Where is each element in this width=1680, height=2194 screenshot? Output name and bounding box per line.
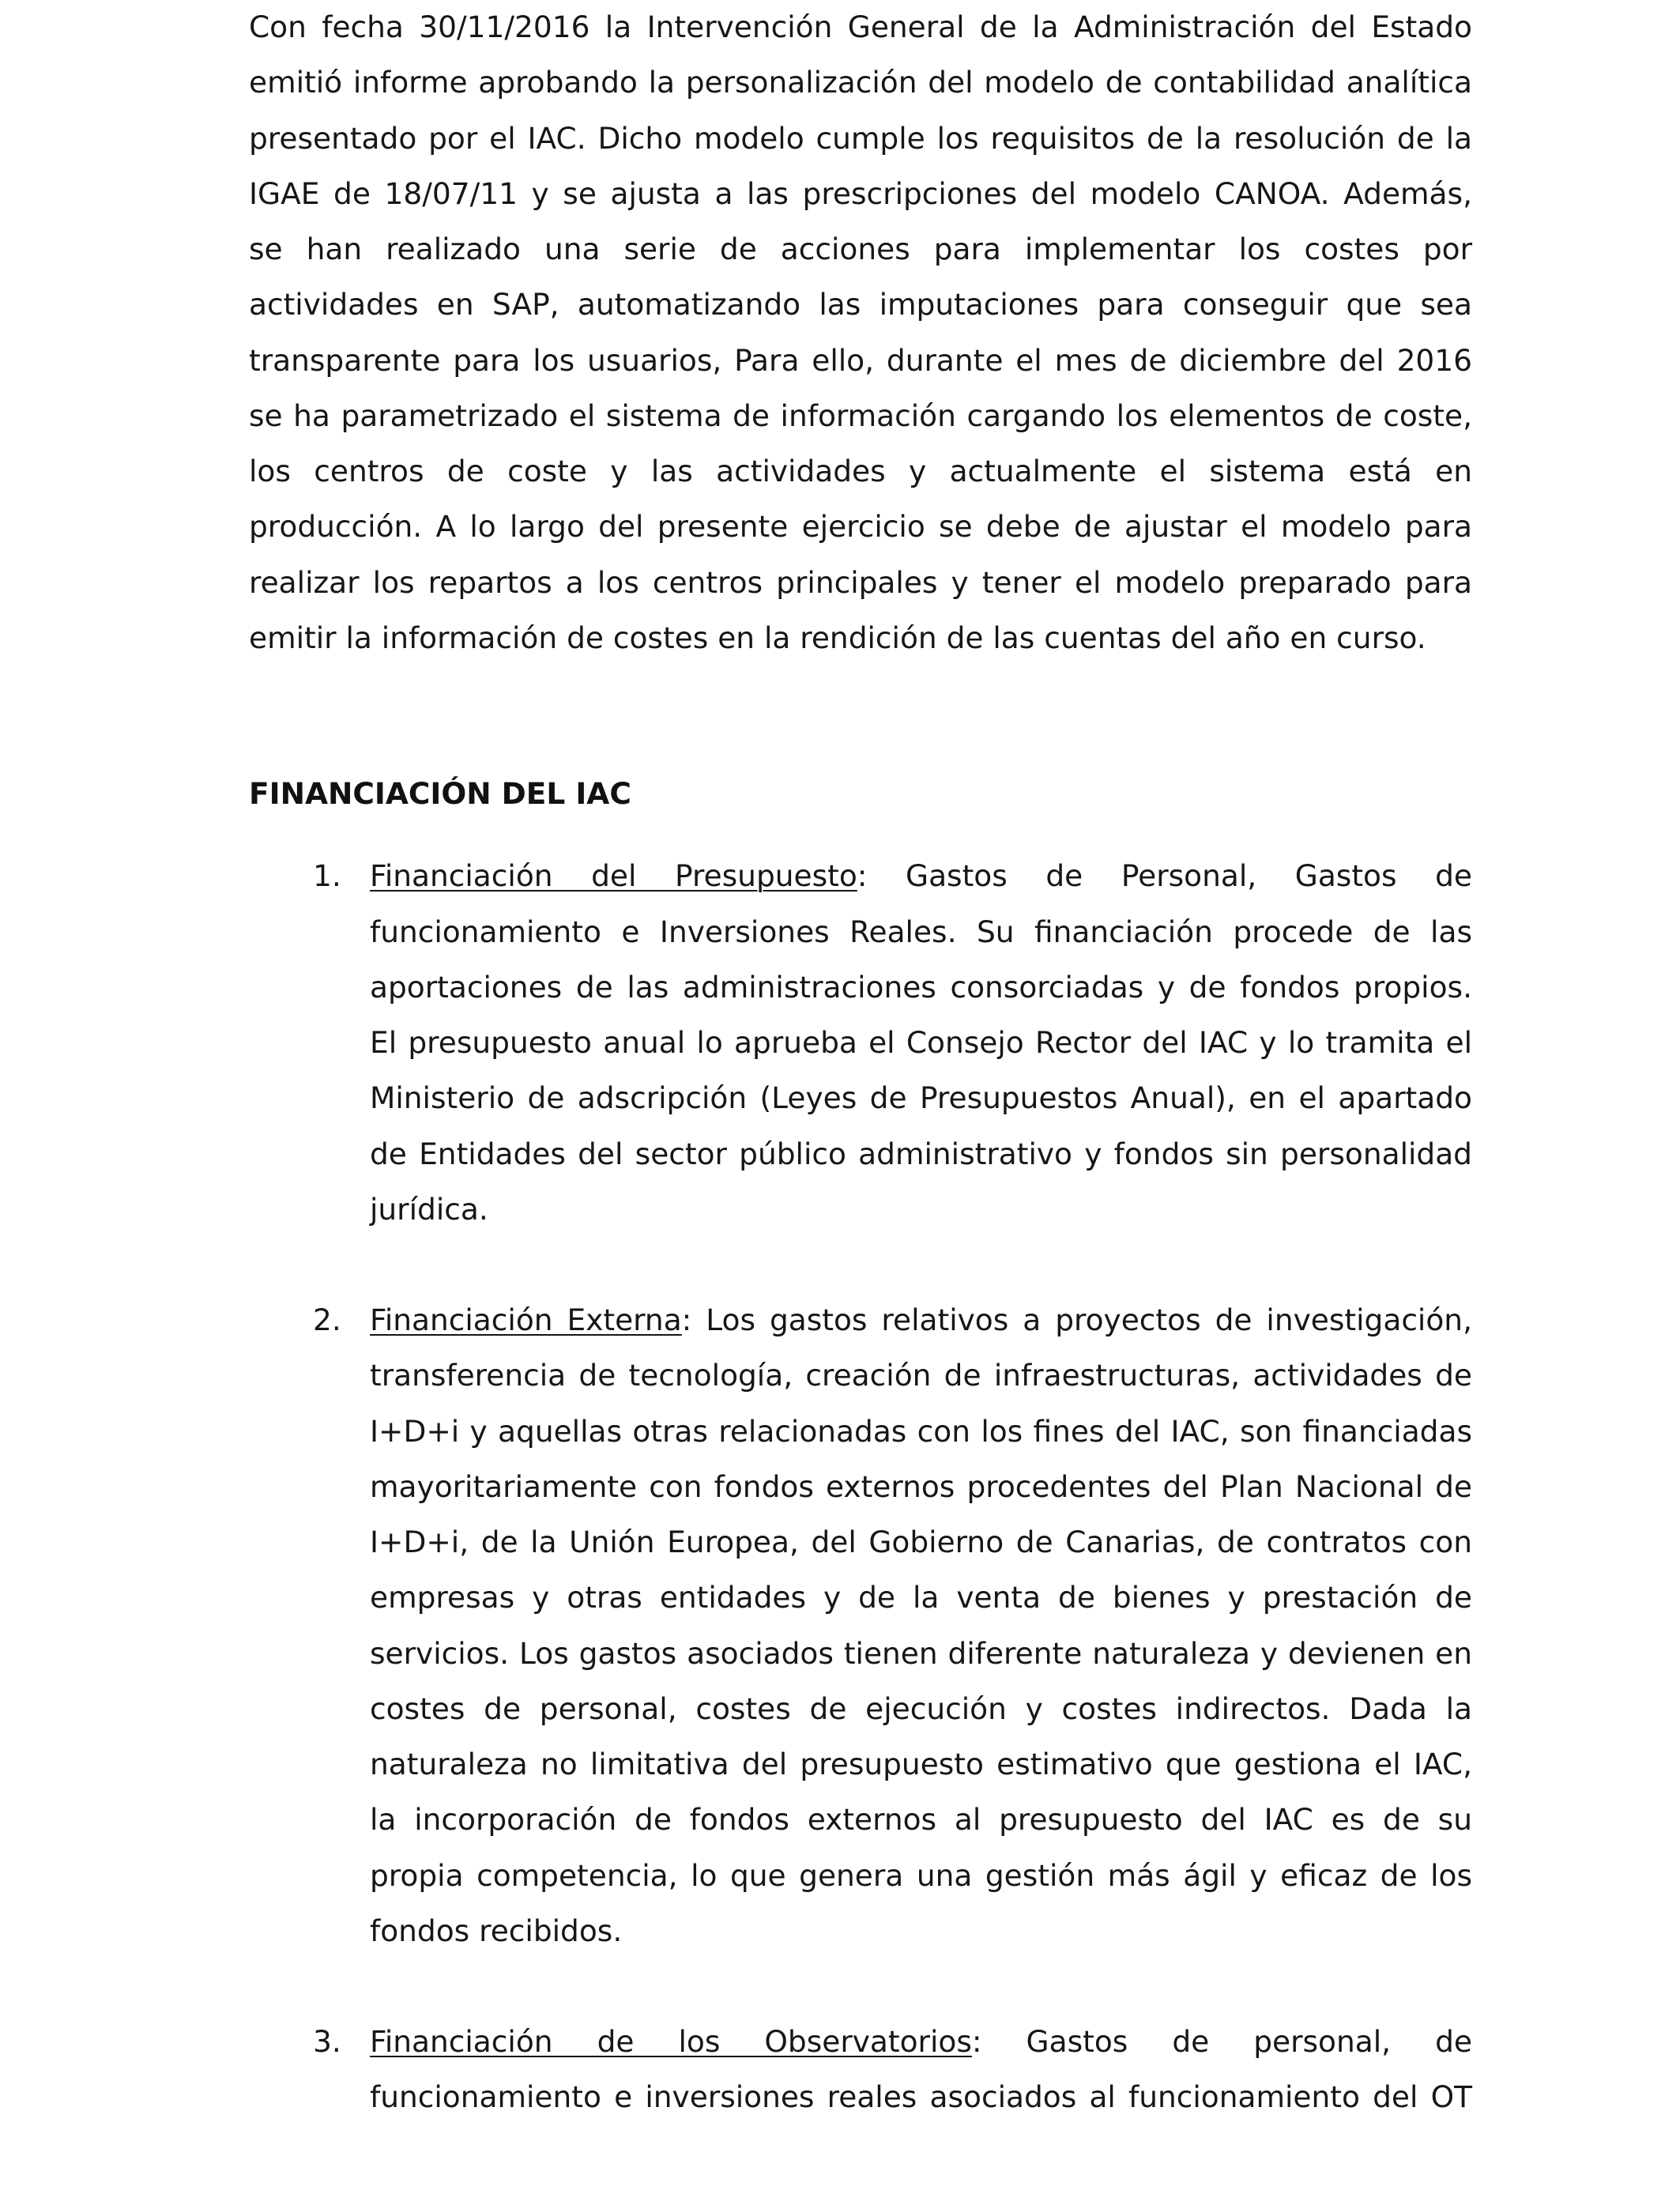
list-number: 1. xyxy=(313,858,341,893)
list-line: aportaciones de las administraciones consorciadas y de fondos propios. xyxy=(370,970,1472,1005)
intro-line: Con fecha 30/11/2016 la Intervención General de la Administración del Estado xyxy=(249,9,1472,44)
list-title: Financiación del Presupuesto xyxy=(370,858,857,893)
list-line: I+D+i, de la Unión Europea, del Gobierno de Canarias, de contratos con xyxy=(370,1525,1472,1559)
intro-line: emitir la información de costes en la rendición de las cuentas del año en curso. xyxy=(249,620,1426,655)
list-line: servicios. Los gastos asociados tienen diferente naturaleza y devienen en xyxy=(370,1636,1472,1671)
intro-line: presentado por el IAC. Dicho modelo cumple los requisitos de la resolución de la xyxy=(249,121,1472,156)
list-line: de Entidades del sector público administrativo y fondos sin personalidad xyxy=(370,1137,1472,1171)
intro-line: producción. A lo largo del presente ejercicio se debe de ajustar el modelo para xyxy=(249,509,1472,544)
list-line: fondos recibidos. xyxy=(370,1913,623,1948)
list-line: empresas y otras entidades y de la venta de bienes y prestación de xyxy=(370,1580,1472,1615)
list-line: Ministerio de adscripción (Leyes de Presupuestos Anual), en el apartado xyxy=(370,1080,1472,1115)
list-first-line xyxy=(370,2022,1472,2060)
list-line: la incorporación de fondos externos al presupuesto del IAC es de su xyxy=(370,1802,1472,1837)
list-first-line xyxy=(370,1301,1472,1339)
list-line: naturaleza no limitativa del presupuesto estimativo que gestiona el IAC, xyxy=(370,1747,1472,1781)
list-number: 2. xyxy=(313,1302,341,1337)
intro-line: transparente para los usuarios, Para ello, durante el mes de diciembre del 2016 xyxy=(249,343,1472,378)
intro-line: realizar los repartos a los centros principales y tener el modelo preparado para xyxy=(249,565,1472,600)
list-number: 3. xyxy=(313,2024,341,2059)
list-title: Financiación Externa xyxy=(370,1302,682,1337)
list-title: Financiación de los Observatorios xyxy=(370,2024,972,2059)
intro-line: los centros de coste y las actividades y actualmente el sistema está en xyxy=(249,454,1472,488)
list-line: funcionamiento e inversiones reales asociados al funcionamiento del OT xyxy=(370,2079,1472,2114)
intro-line: IGAE de 18/07/11 y se ajusta a las prescripciones del modelo CANOA. Además, xyxy=(249,176,1472,211)
list-line: jurídica. xyxy=(370,1192,488,1227)
intro-line: actividades en SAP, automatizando las imputaciones para conseguir que sea xyxy=(249,287,1472,322)
section-heading: FINANCIACIÓN DEL IAC xyxy=(249,776,631,811)
intro-line: se han realizado una serie de acciones para implementar los costes por xyxy=(249,232,1472,266)
intro-line: emitió informe aprobando la personalización del modelo de contabilidad analítica xyxy=(249,65,1472,100)
list-line: costes de personal, costes de ejecución y costes indirectos. Dada la xyxy=(370,1691,1472,1726)
intro-line: se ha parametrizado el sistema de información cargando los elementos de coste, xyxy=(249,398,1472,433)
list-line: propia competencia, lo que genera una gestión más ágil y eficaz de los xyxy=(370,1858,1472,1893)
list-line: transferencia de tecnología, creación de infraestructuras, actividades de xyxy=(370,1358,1472,1393)
list-line: I+D+i y aquellas otras relacionadas con los fines del IAC, son financiadas xyxy=(370,1414,1472,1449)
list-first-rest: : Gastos de Personal, Gastos de xyxy=(857,858,1472,893)
list-first-rest: : Los gastos relativos a proyectos de investigación, xyxy=(681,1302,1472,1337)
list-line: mayoritariamente con fondos externos procedentes del Plan Nacional de xyxy=(370,1469,1472,1504)
list-line: funcionamiento e Inversiones Reales. Su financiación procede de las xyxy=(370,914,1472,949)
list-line: El presupuesto anual lo aprueba el Consejo Rector del IAC y lo tramita el xyxy=(370,1025,1472,1060)
list-first-rest: : Gastos de personal, de xyxy=(971,2024,1472,2059)
list-first-line xyxy=(370,857,1472,895)
